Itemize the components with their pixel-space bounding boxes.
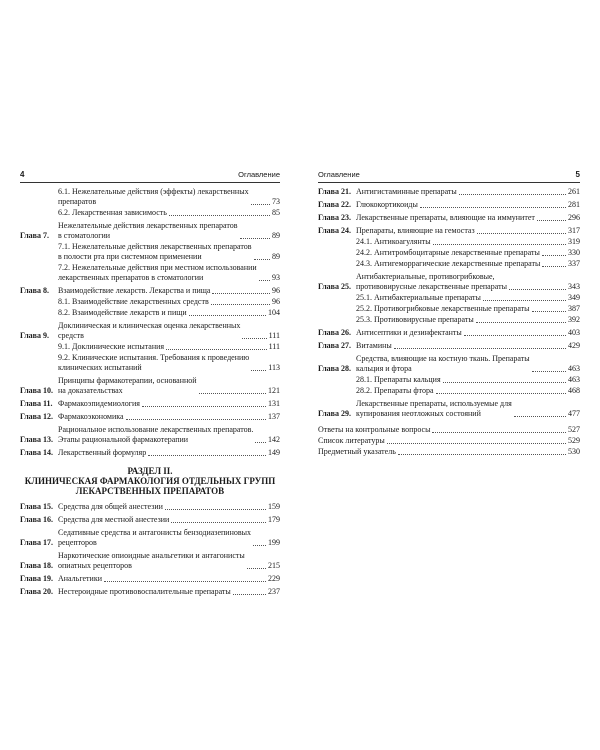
dot-leader (443, 382, 566, 383)
dot-leader (432, 432, 566, 433)
chapter-label: Глава 14. (20, 448, 53, 457)
left-page (20, 170, 280, 597)
entry-title: 28.1. Препараты кальция (356, 375, 441, 384)
entry-title: 24.1. Антикоагулянты (356, 237, 431, 246)
dot-leader (148, 455, 266, 456)
entry-title: Ответы на контрольные вопросы (318, 425, 431, 434)
dot-leader (420, 207, 566, 208)
section-heading (20, 466, 280, 496)
dot-leader (477, 233, 566, 234)
entry-title-wrap (58, 353, 268, 373)
entry-page-number: 96 (272, 297, 280, 306)
entry-title: 24.3. Антигеморрагические лекарственные препараты (356, 259, 541, 268)
entry-title-wrap (356, 304, 568, 314)
dot-leader (259, 280, 270, 281)
toc-subentry (20, 297, 280, 307)
toc-chapter-entry (20, 551, 280, 571)
toc-chapter-entry (20, 221, 280, 241)
entry-title: 9.1. Доклинические испытания (58, 342, 165, 351)
entry-title-wrap (356, 259, 568, 269)
dot-leader (254, 259, 270, 260)
page-number: 4 (20, 170, 25, 179)
entry-page-number: 142 (268, 435, 280, 444)
entry-page-number: 261 (568, 187, 580, 196)
dot-leader (171, 522, 266, 523)
entry-page-number: 229 (268, 574, 280, 583)
toc-chapter-entry (318, 187, 580, 197)
chapter-label: Глава 26. (318, 328, 351, 337)
toc-chapter-entry (20, 412, 280, 422)
dot-leader (253, 545, 266, 546)
entry-page-number: 131 (268, 399, 280, 408)
chapter-label: Глава 27. (318, 341, 351, 350)
entry-title: Анальгетики (58, 574, 102, 583)
dot-leader (542, 255, 566, 256)
toc-subentry (318, 386, 580, 396)
entry-title-wrap (58, 187, 272, 207)
entry-title: Лекарственный формуляр (58, 448, 147, 457)
section-title: РАЗДЕЛ II. (127, 466, 173, 476)
entry-title: Рациональное использование лекарственных препаратов. Этапы рациональной фармакотерапии (58, 425, 254, 444)
entry-title: 24.2. Антитромбоцитарные лекарственные препараты (356, 248, 540, 257)
entry-title-wrap (58, 376, 268, 396)
entry-page-number: 330 (568, 248, 580, 257)
chapter-label: Глава 17. (20, 538, 53, 547)
chapter-label: Глава 24. (318, 226, 351, 235)
entry-page-number: 73 (272, 197, 280, 206)
entry-title-wrap (356, 200, 568, 210)
entry-page-number: 111 (268, 342, 280, 351)
entry-title: Список литературы (318, 436, 385, 445)
entry-title-wrap (58, 263, 272, 283)
chapter-label: Глава 10. (20, 386, 53, 395)
toc-chapter-entry (318, 354, 580, 374)
entry-page-number: 527 (568, 425, 580, 434)
entry-title: Предметный указатель (318, 447, 396, 456)
entry-title-wrap (356, 386, 568, 396)
chapter-label: Глава 25. (318, 282, 351, 291)
toc-list (20, 502, 280, 597)
chapter-label: Глава 7. (20, 231, 49, 240)
toc-chapter-entry (318, 272, 580, 292)
toc-list (318, 187, 580, 419)
running-head: Оглавление (238, 170, 280, 179)
entry-page-number: 529 (568, 436, 580, 445)
toc-chapter-entry (20, 376, 280, 396)
page-number: 5 (575, 170, 580, 179)
entry-page-number: 530 (568, 447, 580, 456)
entry-title: Нестероидные противовоспалительные препараты (58, 587, 231, 596)
toc-chapter-entry (20, 515, 280, 525)
entry-title: Средства, влияющие на костную ткань. Препараты кальция и фтора (356, 354, 530, 373)
toc-chapter-entry (20, 528, 280, 548)
chapter-label: Глава 20. (20, 587, 53, 596)
entry-page-number: 392 (568, 315, 580, 324)
entry-page-number: 403 (568, 328, 580, 337)
entry-title-wrap (318, 447, 568, 457)
entry-title: Глюкокортикоиды (356, 200, 418, 209)
toc-chapter-entry (20, 502, 280, 512)
dot-leader (387, 443, 566, 444)
chapter-label: Глава 21. (318, 187, 351, 196)
entry-page-number: 349 (568, 293, 580, 302)
entry-title-wrap (356, 328, 568, 338)
page-header (20, 170, 280, 183)
entry-title-wrap (58, 208, 272, 218)
entry-page-number: 111 (268, 331, 280, 340)
chapter-label: Глава 19. (20, 574, 53, 583)
entry-title-wrap (58, 528, 268, 548)
entry-title-wrap (58, 221, 272, 241)
entry-title-wrap (356, 213, 568, 223)
toc-chapter-entry (318, 399, 580, 419)
right-page (318, 170, 580, 457)
entry-title: Антисептики и дезинфектанты (356, 328, 462, 337)
entry-page-number: 121 (268, 386, 280, 395)
entry-page-number: 237 (268, 587, 280, 596)
chapter-label: Глава 13. (20, 435, 53, 444)
dot-leader (532, 311, 566, 312)
entry-page-number: 96 (272, 286, 280, 295)
dot-leader (542, 266, 566, 267)
entry-title-wrap (58, 502, 268, 512)
entry-title: 8.2. Взаимодействие лекарств и пищи (58, 308, 187, 317)
entry-page-number: 104 (268, 308, 280, 317)
toc-chapter-entry (20, 286, 280, 296)
entry-page-number: 343 (568, 282, 580, 291)
entry-title-wrap (58, 321, 269, 341)
entry-title-wrap (58, 587, 268, 597)
toc-chapter-entry (318, 200, 580, 210)
dot-leader (165, 509, 266, 510)
dot-leader (483, 300, 566, 301)
toc-chapter-entry (318, 226, 580, 236)
entry-title-wrap (58, 342, 269, 352)
back-matter-list (318, 425, 580, 457)
entry-title: Лекарственные препараты, влияющие на иммунитет (356, 213, 535, 222)
dot-leader (169, 215, 270, 216)
dot-leader (212, 293, 270, 294)
entry-title-wrap (356, 237, 568, 247)
dot-leader (436, 393, 567, 394)
chapter-label: Глава 28. (318, 364, 351, 373)
dot-leader (532, 371, 566, 372)
dot-leader (537, 220, 566, 221)
toc-subentry (318, 248, 580, 258)
entry-page-number: 387 (568, 304, 580, 313)
entry-title: 7.1. Нежелательные действия лекарственных препаратов в полости рта при системном применении (58, 242, 252, 261)
entry-title: Витамины (356, 341, 392, 350)
entry-title: Доклиническая и клиническая оценка лекарственных средств (58, 321, 241, 340)
entry-page-number: 317 (568, 226, 580, 235)
dot-leader (459, 194, 566, 195)
entry-page-number: 468 (568, 386, 580, 395)
section-subtitle: КЛИНИЧЕСКАЯ ФАРМАКОЛОГИЯ ОТДЕЛЬНЫХ ГРУПП ЛЕКАРСТВЕННЫХ ПРЕПАРАТОВ (24, 476, 276, 496)
entry-title-wrap (58, 242, 272, 262)
entry-page-number: 281 (568, 200, 580, 209)
chapter-label: Глава 8. (20, 286, 49, 295)
toc-subentry (20, 353, 280, 373)
entry-title-wrap (58, 448, 268, 458)
entry-title: 6.1. Нежелательные действия (эффекты) лекарственных препаратов (58, 187, 249, 206)
chapter-label: Глава 16. (20, 515, 53, 524)
entry-title-wrap (58, 425, 268, 445)
entry-page-number: 215 (268, 561, 280, 570)
entry-title: 6.2. Лекарственная зависимость (58, 208, 167, 217)
entry-title-wrap (58, 308, 268, 318)
toc-chapter-entry (318, 341, 580, 351)
entry-page-number: 319 (568, 237, 580, 246)
entry-title: Антигистаминные препараты (356, 187, 457, 196)
entry-title: 9.2. Клинические испытания. Требования к проведению клинических испытаний (58, 353, 250, 372)
toc-subentry (20, 308, 280, 318)
entry-title: Взаимодействие лекарств. Лекарства и пища (58, 286, 211, 295)
toc-chapter-entry (318, 213, 580, 223)
entry-title: Средства для общей анестезии (58, 502, 163, 511)
dot-leader (189, 315, 266, 316)
entry-page-number: 137 (268, 412, 280, 421)
entry-title-wrap (58, 412, 268, 422)
dot-leader (255, 442, 266, 443)
running-head: Оглавление (318, 170, 360, 179)
toc-subentry (318, 315, 580, 325)
toc-chapter-entry (20, 448, 280, 458)
entry-title-wrap (356, 248, 568, 258)
entry-title-wrap (318, 436, 568, 446)
entry-title: 28.2. Препараты фтора (356, 386, 434, 395)
entry-title-wrap (58, 399, 268, 409)
entry-title-wrap (58, 574, 268, 584)
dot-leader (476, 322, 566, 323)
toc-subentry (20, 208, 280, 218)
chapter-label: Глава 22. (318, 200, 351, 209)
toc-subentry (20, 263, 280, 283)
dot-leader (199, 393, 266, 394)
toc-chapter-entry (20, 399, 280, 409)
back-matter-entry (318, 436, 580, 446)
dot-leader (104, 581, 266, 582)
dot-leader (211, 304, 270, 305)
dot-leader (251, 370, 266, 371)
entry-title: 25.2. Противогрибковые лекарственные препараты (356, 304, 530, 313)
chapter-label: Глава 12. (20, 412, 53, 421)
entry-title: 25.3. Противовирусные препараты (356, 315, 474, 324)
entry-title: 7.2. Нежелательные действия при местном использовании лекарственных препаратов в стоматологии (58, 263, 257, 282)
entry-title-wrap (356, 315, 568, 325)
entry-title-wrap (356, 375, 568, 385)
back-matter-entry (318, 447, 580, 457)
toc-list (20, 187, 280, 458)
entry-page-number: 89 (272, 231, 280, 240)
dot-leader (251, 204, 270, 205)
entry-page-number: 149 (268, 448, 280, 457)
toc-chapter-entry (20, 587, 280, 597)
entry-page-number: 296 (568, 213, 580, 222)
dot-leader (247, 568, 266, 569)
chapter-label: Глава 29. (318, 409, 351, 418)
entry-title-wrap (58, 286, 272, 296)
entry-title: Нежелательные действия лекарственных препаратов в стоматологии (58, 221, 238, 240)
chapter-label: Глава 15. (20, 502, 53, 511)
chapter-label: Глава 9. (20, 331, 49, 340)
dot-leader (142, 406, 266, 407)
dot-leader (166, 349, 266, 350)
entry-page-number: 89 (272, 252, 280, 261)
entry-page-number: 179 (268, 515, 280, 524)
toc-chapter-entry (20, 321, 280, 341)
chapter-label: Глава 11. (20, 399, 53, 408)
dot-leader (242, 338, 266, 339)
entry-title: Препараты, влияющие на гемостаз (356, 226, 475, 235)
toc-chapter-entry (20, 425, 280, 445)
dot-leader (509, 289, 566, 290)
entry-title: Наркотические опиоидные анальгетики и антагонисты опиатных рецепторов (58, 551, 245, 570)
entry-title: Антибактериальные, противогрибковые, противовирусные лекарственные препараты (356, 272, 507, 291)
entry-title: Фармакоэкономика (58, 412, 124, 421)
dot-leader (126, 419, 266, 420)
toc-subentry (318, 259, 580, 269)
entry-page-number: 463 (568, 375, 580, 384)
entry-page-number: 477 (568, 409, 580, 418)
entry-title-wrap (356, 293, 568, 303)
chapter-label: Глава 18. (20, 561, 53, 570)
entry-page-number: 85 (272, 208, 280, 217)
toc-subentry (20, 342, 280, 352)
entry-title-wrap (356, 187, 568, 197)
entry-page-number: 463 (568, 364, 580, 373)
toc-chapter-entry (318, 328, 580, 338)
dot-leader (233, 594, 266, 595)
dot-leader (464, 335, 566, 336)
dot-leader (433, 244, 566, 245)
entry-title: Седативные средства и антагонисты бензодиазепиновых рецепторов (58, 528, 252, 547)
entry-title: Принципы фармакотерапии, основанной на доказательствах (58, 376, 197, 395)
entry-title: Средства для местной анестезии (58, 515, 170, 524)
entry-page-number: 199 (268, 538, 280, 547)
back-matter-entry (318, 425, 580, 435)
dot-leader (398, 454, 566, 455)
dot-leader (514, 416, 566, 417)
toc-subentry (318, 237, 580, 247)
entry-page-number: 159 (268, 502, 280, 511)
toc-chapter-entry (20, 574, 280, 584)
entry-page-number: 429 (568, 341, 580, 350)
entry-title-wrap (58, 515, 268, 525)
entry-title-wrap (356, 226, 568, 236)
entry-title: 8.1. Взаимодействие лекарственных средств (58, 297, 209, 306)
entry-title: Лекарственные препараты, используемые для купирования неотложных состояний (356, 399, 512, 418)
entry-title: 25.1. Антибактериальные препараты (356, 293, 481, 302)
toc-subentry (318, 293, 580, 303)
entry-title-wrap (356, 399, 568, 419)
entry-title-wrap (356, 341, 568, 351)
toc-subentry (318, 375, 580, 385)
entry-title-wrap (58, 551, 268, 571)
chapter-label: Глава 23. (318, 213, 351, 222)
entry-page-number: 337 (568, 259, 580, 268)
entry-page-number: 113 (268, 363, 280, 372)
toc-subentry (20, 242, 280, 262)
dot-leader (240, 238, 270, 239)
entry-title-wrap (58, 297, 272, 307)
entry-title-wrap (356, 272, 568, 292)
entry-title-wrap (356, 354, 568, 374)
entry-page-number: 93 (272, 273, 280, 282)
entry-title-wrap (318, 425, 568, 435)
dot-leader (394, 348, 566, 349)
toc-subentry (20, 187, 280, 207)
entry-title: Фармакоэпидемиология (58, 399, 140, 408)
page-header (318, 170, 580, 183)
toc-subentry (318, 304, 580, 314)
